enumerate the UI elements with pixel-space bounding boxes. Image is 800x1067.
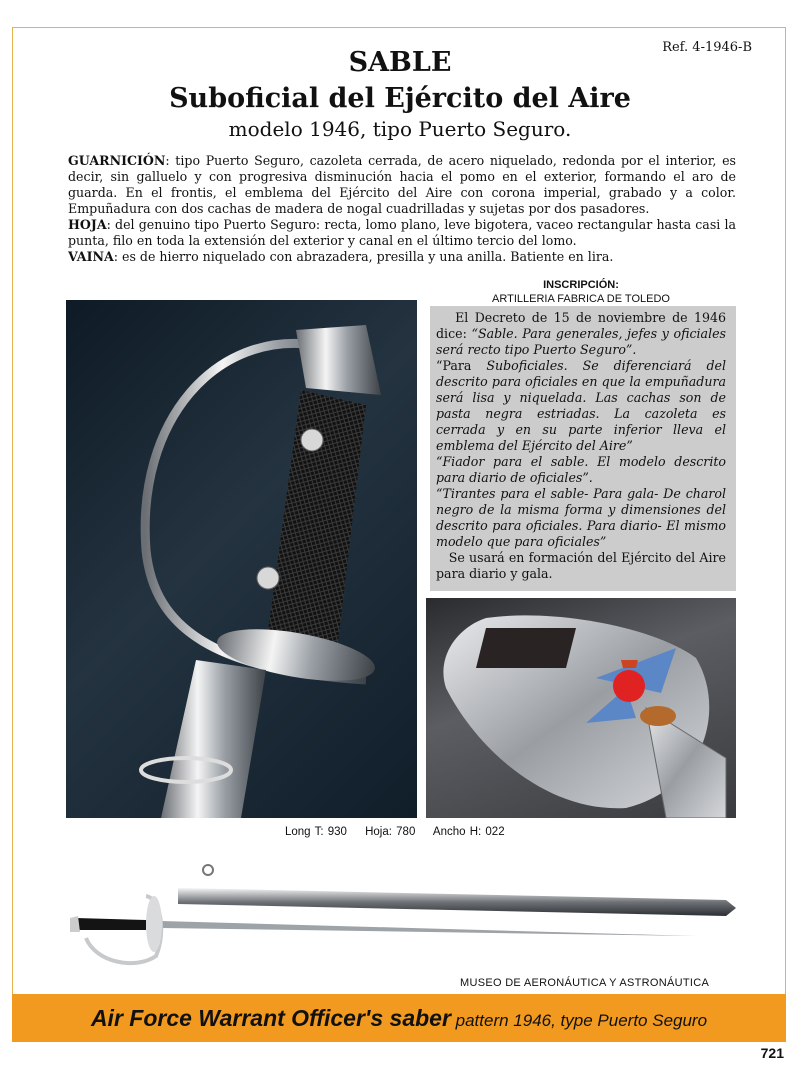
full-saber-photo [66, 858, 746, 978]
grip-shape [76, 918, 146, 930]
model-line: modelo 1946, tipo Puerto Seguro. [228, 117, 572, 141]
banner-subtitle: pattern 1946, type Puerto Seguro [450, 1011, 708, 1030]
hilt-illustration [66, 300, 417, 818]
decree-intro: El Decreto de 15 de noviembre de 1946 dice: [436, 310, 726, 341]
page-subtitle: Suboficial del Ejército del Aire [169, 83, 631, 114]
decree-quote-2: Suboficiales. Se diferenciará del descrito para oficiales en que la empuñadura será lisa y niquelada. Las cachas son de pasta negra estriadas. La cazoleta es cerrada y en su parte inferior lleva el emblema del Ejército del Aire” [436, 358, 726, 453]
hoja-paragraph [68, 217, 736, 249]
vaina-label: VAINA [68, 249, 114, 264]
guarnicion-paragraph [68, 153, 736, 217]
decree-quote-3: “Fiador para el sable. El modelo descrito para diario de oficiales”. [436, 454, 726, 485]
decree-quote-3-paragraph [436, 454, 726, 486]
hoja-text: : del genuino tipo Puerto Seguro: recta, lomo plano, leve bigotera, vaceo rectangular hasta casi la punta, filo en toda la extensión del exterior y canal en el último tercio del lomo. [68, 217, 736, 248]
page-number: 721 [760, 1045, 784, 1061]
inscription-text: ARTILLERIA FABRICA DE TOLEDO [492, 293, 670, 305]
dimension-blade: Hoja: 780 [365, 826, 416, 838]
decree-closing: Se usará en formación del Ejército del Aire para diario y gala. [436, 550, 726, 581]
decree-text [430, 306, 732, 588]
cup-illustration [426, 598, 736, 818]
decree-quote-4-paragraph [436, 486, 726, 550]
decree-quote-2-prefix: “Para [436, 358, 487, 373]
roundel-icon [613, 670, 645, 702]
hoja-label: HOJA [68, 217, 107, 232]
decree-closing-paragraph [436, 550, 726, 582]
inscription-label: INSCRIPCIÓN: [543, 279, 619, 291]
reference-number: Ref. 4-1946-B [662, 40, 752, 55]
page-title: SABLE [348, 47, 452, 78]
rivet-icon [257, 567, 279, 589]
dimensions [285, 826, 519, 838]
cup-emblem-photo [426, 598, 736, 818]
museum-credit: MUSEO DE AERONÁUTICA Y ASTRONÁUTICA [460, 977, 710, 989]
blade-shape [161, 921, 696, 936]
rivet-icon [301, 429, 323, 451]
decree-quote-1: “Sable. Para generales, jefes y oficiales será recto tipo Puerto Seguro”. [436, 326, 727, 357]
banner-title: Air Force Warrant Officer's saber [90, 1005, 451, 1031]
decree-quote-4: “Tirantes para el sable- Para gala- De charol negro de la misma forma y dimensiones del descrito para oficiales. Para diario- El mismo modelo que para oficiales” [436, 486, 726, 549]
dimension-width: Ancho H: 022 [432, 826, 505, 838]
decree-intro-paragraph [436, 310, 726, 358]
vaina-paragraph [68, 249, 736, 265]
decree-quote-2-paragraph [436, 358, 726, 454]
vaina-text: : es de hierro niquelado con abrazadera, presilla y una anilla. Batiente en lira. [113, 249, 614, 264]
description [68, 153, 736, 265]
guarnicion-text: : tipo Puerto Seguro, cazoleta cerrada, de acero niquelado, redonda por el interior, es decir, sin galluelo y con progresiva disminución hacia el pomo en el exterior, formando el aro de guarda. En el frontis, el emblema del Ejército del Aire con corona imperial, grabado y a color. Empuñadura con dos cachas de madera de nogal cuadrilladas y sujetas por dos pasadores. [68, 153, 736, 216]
hilt-photo [66, 300, 417, 818]
dimension-length: Long T: 930 [285, 826, 347, 838]
english-title-banner [12, 994, 786, 1042]
crown-icon [621, 660, 638, 668]
scabbard-shape [178, 888, 736, 916]
guarnicion-label: GUARNICIÓN [68, 153, 166, 168]
